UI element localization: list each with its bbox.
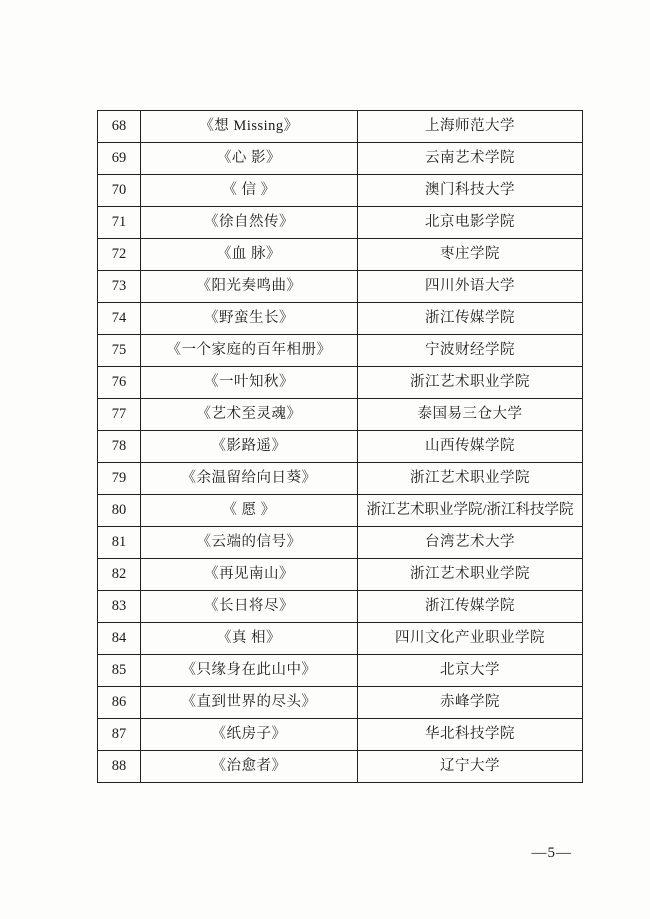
row-title: 《只缘身在此山中》: [141, 655, 358, 687]
page-number: —5—: [531, 845, 572, 861]
table-row: [98, 495, 583, 527]
row-title: 《艺术至灵魂》: [141, 399, 358, 431]
row-number: 70: [98, 175, 141, 207]
row-title: 《长日将尽》: [141, 591, 358, 623]
row-number: 87: [98, 719, 141, 751]
row-organization: 北京电影学院: [358, 207, 583, 239]
row-organization: 浙江艺术职业学院/浙江科技学院: [358, 495, 583, 527]
row-number: 80: [98, 495, 141, 527]
row-organization: 澳门科技大学: [358, 175, 583, 207]
table-row: [98, 399, 583, 431]
table-row: [98, 463, 583, 495]
row-organization: 上海师范大学: [358, 111, 583, 143]
table-row: [98, 527, 583, 559]
table-row: [98, 143, 583, 175]
table-row: [98, 591, 583, 623]
row-organization: 枣庄学院: [358, 239, 583, 271]
row-number: 84: [98, 623, 141, 655]
row-title: 《野蛮生长》: [141, 303, 358, 335]
row-organization: 北京大学: [358, 655, 583, 687]
table-row: [98, 111, 583, 143]
row-number: 68: [98, 111, 141, 143]
table-row: [98, 303, 583, 335]
row-organization: 华北科技学院: [358, 719, 583, 751]
row-number: 73: [98, 271, 141, 303]
row-number: 71: [98, 207, 141, 239]
table-row: [98, 751, 583, 783]
row-title: 《阳光奏鸣曲》: [141, 271, 358, 303]
table-row: [98, 367, 583, 399]
row-organization: 浙江传媒学院: [358, 303, 583, 335]
table-row: [98, 207, 583, 239]
row-number: 77: [98, 399, 141, 431]
row-title: 《再见南山》: [141, 559, 358, 591]
table-row: [98, 239, 583, 271]
row-organization: 四川文化产业职业学院: [358, 623, 583, 655]
row-title: 《治愈者》: [141, 751, 358, 783]
row-title: 《直到世界的尽头》: [141, 687, 358, 719]
row-number: 76: [98, 367, 141, 399]
row-title: 《影路遥》: [141, 431, 358, 463]
row-number: 81: [98, 527, 141, 559]
row-title: 《云端的信号》: [141, 527, 358, 559]
row-organization: 赤峰学院: [358, 687, 583, 719]
row-organization: 浙江传媒学院: [358, 591, 583, 623]
table-row: [98, 271, 583, 303]
works-table: [97, 110, 583, 783]
table-row: [98, 687, 583, 719]
table-row: [98, 719, 583, 751]
row-title: 《 愿 》: [141, 495, 358, 527]
row-title: 《余温留给向日葵》: [141, 463, 358, 495]
row-organization: 浙江艺术职业学院: [358, 559, 583, 591]
row-number: 74: [98, 303, 141, 335]
table-row: [98, 559, 583, 591]
row-organization: 云南艺术学院: [358, 143, 583, 175]
works-table-container: [97, 110, 574, 783]
row-number: 85: [98, 655, 141, 687]
row-title: 《心 影》: [141, 143, 358, 175]
row-title: 《 信 》: [141, 175, 358, 207]
row-organization: 浙江艺术职业学院: [358, 367, 583, 399]
row-organization: 四川外语大学: [358, 271, 583, 303]
row-number: 82: [98, 559, 141, 591]
row-organization: 浙江艺术职业学院: [358, 463, 583, 495]
row-organization: 辽宁大学: [358, 751, 583, 783]
row-organization: 泰国易三仓大学: [358, 399, 583, 431]
table-row: [98, 655, 583, 687]
row-organization: 台湾艺术大学: [358, 527, 583, 559]
row-number: 69: [98, 143, 141, 175]
row-number: 75: [98, 335, 141, 367]
table-row: [98, 335, 583, 367]
row-number: 83: [98, 591, 141, 623]
row-number: 78: [98, 431, 141, 463]
row-title: 《纸房子》: [141, 719, 358, 751]
table-row: [98, 623, 583, 655]
row-number: 72: [98, 239, 141, 271]
table-row: [98, 431, 583, 463]
row-title: 《真 相》: [141, 623, 358, 655]
row-number: 88: [98, 751, 141, 783]
row-title: 《一叶知秋》: [141, 367, 358, 399]
row-number: 86: [98, 687, 141, 719]
row-title: 《血 脉》: [141, 239, 358, 271]
row-organization: 山西传媒学院: [358, 431, 583, 463]
table-row: [98, 175, 583, 207]
row-title: 《想 Missing》: [141, 111, 358, 143]
row-number: 79: [98, 463, 141, 495]
row-organization: 宁波财经学院: [358, 335, 583, 367]
row-title: 《徐自然传》: [141, 207, 358, 239]
row-title: 《一个家庭的百年相册》: [141, 335, 358, 367]
works-table-body: [98, 111, 583, 783]
